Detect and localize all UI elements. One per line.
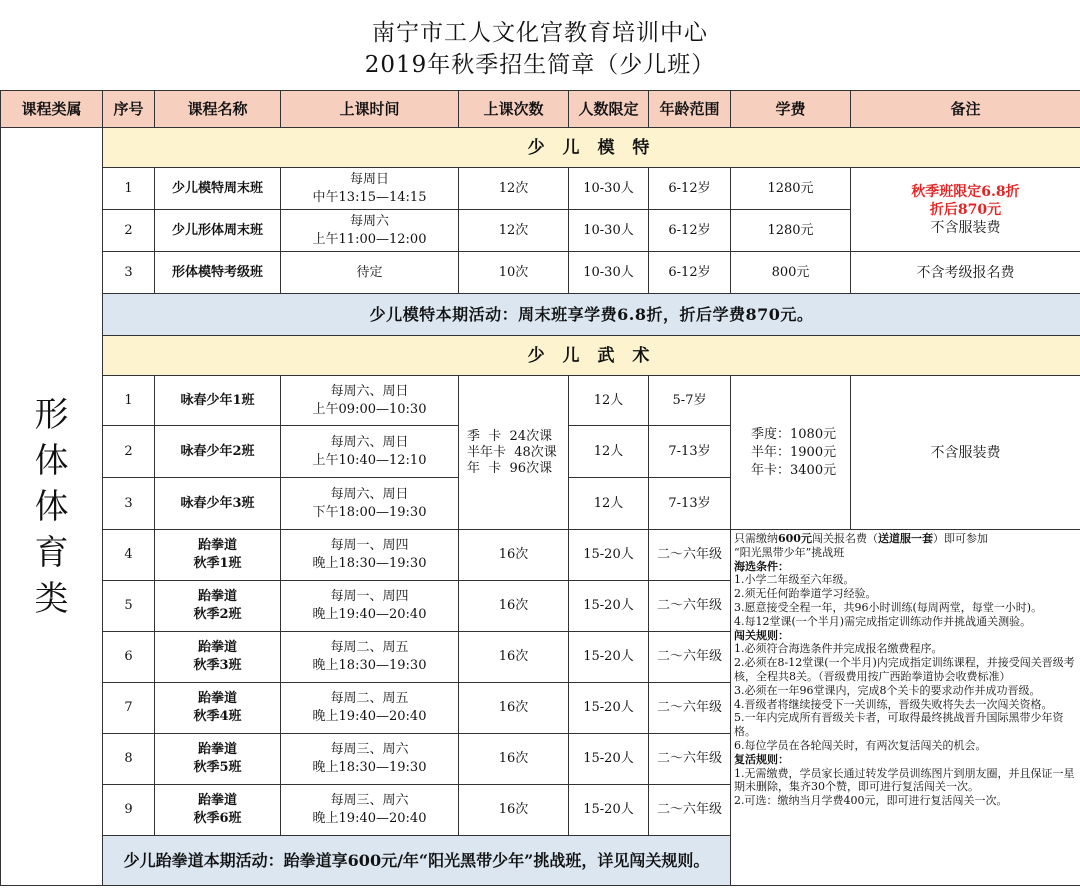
course-limit: 10-30人 [569,210,649,252]
course-age: 二～六年级 [649,683,731,734]
course-time [281,376,459,426]
rules-intro-text: ）即可参加 [932,532,988,545]
header-age: 年龄范围 [649,91,731,128]
table-row [1,252,1080,294]
course-time [281,734,459,785]
time-line-2: 上午09:00—10:30 [312,401,427,417]
course-name [155,785,281,836]
time-line-2: 晚上18:30—19:30 [312,760,427,775]
rule-item: 4.每12堂课(一个半月)需完成指定训练动作并挑战通关测验。 [734,614,1032,628]
course-age: 二～六年级 [649,785,731,836]
category-char: 体 [34,486,69,527]
course-limit: 12人 [569,426,649,478]
fee-year: 年卡：3400元 [751,462,837,478]
course-name [155,581,281,632]
time-line-2: 晚上19:40—20:40 [312,607,427,622]
course-limit: 12人 [569,376,649,426]
time-line-2: 晚上19:40—20:40 [312,811,427,826]
category-char: 育 [34,532,69,573]
wushu-note: 不含服装费 [851,376,1080,530]
time-line-2: 上午10:40—12:10 [312,452,427,468]
course-limit: 15-20人 [569,785,649,836]
course-name: 咏春少年3班 [155,478,281,530]
name-line-1: 跆拳道 [197,691,237,706]
course-time [281,683,459,734]
time-line-1: 每周二、周五 [330,691,409,706]
time-line-1: 每周六、周日 [330,486,409,502]
course-count: 16次 [459,734,569,785]
course-fee: 800元 [731,252,851,294]
name-line-2: 秋季4班 [193,709,242,724]
header-row [1,91,1080,128]
course-age: 6-12岁 [649,252,731,294]
name-line-2: 秋季2班 [193,607,242,622]
row-no: 6 [103,632,155,683]
title-line-1: 南宁市工人文化宫教育培训中心 [372,20,708,46]
row-no: 4 [103,530,155,581]
time-line-1: 每周一、周四 [330,589,409,604]
course-time [281,210,459,252]
time-line-1: 每周六、周日 [330,434,409,450]
row-no: 1 [103,376,155,426]
course-time [281,632,459,683]
rule-item: 2.须无任何跆拳道学习经验。 [734,587,877,601]
category-char: 形 [34,394,69,435]
course-age: 7-13岁 [649,478,731,530]
course-count: 16次 [459,683,569,734]
course-time [281,530,459,581]
course-name: 少儿模特周末班 [155,168,281,210]
discount-price: 折后870元 [929,201,1002,218]
course-name [155,632,281,683]
row-no: 9 [103,785,155,836]
row-no: 3 [103,252,155,294]
course-age: 6-12岁 [649,210,731,252]
header-no: 序号 [103,91,155,128]
rules-intro-gift: 送道服一套 [877,532,933,545]
course-count: 12次 [459,210,569,252]
course-age: 二～六年级 [649,632,731,683]
rule-item: 3.必须在一年96堂课内，完成8个关卡的要求动作并成功晋级。 [734,683,1041,697]
rule-item: 5.一年内完成所有晋级关卡者，可取得最终挑战晋升国际黑带少年资格。 [734,711,1064,739]
model-note-cell [851,168,1080,252]
course-count: 12次 [459,168,569,210]
section-title-wushu: 少 儿 武 术 [103,336,1080,376]
course-age: 二～六年级 [649,581,731,632]
course-age: 二～六年级 [649,734,731,785]
course-limit: 15-20人 [569,581,649,632]
row-no: 8 [103,734,155,785]
header-fee: 学费 [731,91,851,128]
header-note: 备注 [851,91,1080,128]
table-row [1,168,1080,210]
time-line-1: 每周三、周六 [330,793,409,808]
header-name: 课程名称 [155,91,281,128]
card-half-year: 半年卡 48次课 [467,444,557,460]
section-row-model [1,128,1080,168]
course-time [281,168,459,210]
course-age: 6-12岁 [649,168,731,210]
header-count: 上课次数 [459,91,569,128]
section-title-model: 少 儿 模 特 [103,128,1080,168]
course-name: 咏春少年2班 [155,426,281,478]
page-title [0,0,1080,90]
discount-note: 秋季班限定6.8折 [911,183,1020,200]
course-limit: 10-30人 [569,168,649,210]
course-age: 5-7岁 [649,376,731,426]
course-time [281,785,459,836]
header-limit: 人数限定 [569,91,649,128]
rules-heading-selection: 海选条件： [734,559,789,573]
rule-item: 1.无需缴费，学员家长通过转发学员训练图片到朋友圈，并且保证一星期未删除，集齐30个赞，即可进行复活闯关一次。 [734,766,1075,794]
rule-item: 1.小学二年级至六年级。 [734,573,855,587]
section-row-wushu [1,336,1080,376]
header-category: 课程类属 [1,91,103,128]
exam-fee-note: 不含考级报名费 [851,252,1080,294]
course-time: 待定 [281,252,459,294]
time-line-1: 每周二、周五 [330,640,409,655]
category-cell [1,128,103,886]
rules-heading-challenge: 闯关规则： [734,628,789,642]
header-time: 上课时间 [281,91,459,128]
course-limit: 12人 [569,478,649,530]
promo-row-model [1,294,1080,336]
course-time [281,426,459,478]
rules-intro-2: “阳光黑带少年”挑战班 [734,545,845,559]
name-line-1: 跆拳道 [197,589,237,604]
name-line-2: 秋季5班 [193,760,242,775]
time-line-2: 中午13:15—14:15 [312,189,427,205]
course-fee: 1280元 [731,210,851,252]
rules-intro [734,532,1077,546]
table-row [1,530,1080,581]
course-age: 二～六年级 [649,530,731,581]
time-line-1: 每周六 [349,213,389,229]
course-name: 咏春少年1班 [155,376,281,426]
course-count: 16次 [459,785,569,836]
name-line-2: 秋季3班 [193,658,242,673]
course-name [155,683,281,734]
name-line-1: 跆拳道 [197,640,237,655]
rule-item: 3.愿意接受全程一年，共96小时训练(每周两堂，每堂一小时)。 [734,600,1043,614]
wushu-fee-cell [731,376,851,530]
rules-intro-fee: 600元 [778,532,812,545]
name-line-1: 跆拳道 [197,793,237,808]
course-name [155,734,281,785]
rule-item: 2.必须在8-12堂课(一个半月)内完成指定训练课程，并接受闯关晋级考核，全程共8关。（晋级费用按广西跆拳道协会收费标准） [734,656,1075,683]
time-line-2: 晚上18:30—19:30 [312,658,427,673]
course-fee: 1280元 [731,168,851,210]
taekwondo-promo: 少儿跆拳道本期活动：跆拳道享600元/年“阳光黑带少年”挑战班，详见闯关规则。 [103,836,731,886]
rules-intro-text: 闯关报名费（ [811,532,878,545]
row-no: 2 [103,210,155,252]
row-no: 3 [103,478,155,530]
row-no: 5 [103,581,155,632]
time-line-2: 晚上18:30—19:30 [312,556,427,571]
card-year: 年 卡 96次课 [467,460,553,476]
course-limit: 15-20人 [569,734,649,785]
name-line-1: 跆拳道 [197,538,237,553]
course-time [281,581,459,632]
course-count: 10次 [459,252,569,294]
model-promo: 少儿模特本期活动：周末班享学费6.8折，折后学费870元。 [103,294,1080,336]
row-no: 7 [103,683,155,734]
rules-intro-text: 只需缴纳 [734,532,778,545]
name-line-2: 秋季1班 [193,556,242,571]
name-line-1: 跆拳道 [197,742,237,757]
rule-item: 1.必须符合海选条件并完成报名缴费程序。 [734,642,943,656]
course-count: 16次 [459,530,569,581]
course-limit: 15-20人 [569,530,649,581]
no-costume-note: 不含服装费 [930,219,1001,236]
challenge-rules [731,530,1080,886]
rule-item: 4.晋级者将继续接受下一关训练，晋级失败将失去一次闯关资格。 [734,697,1053,711]
category-char: 类 [34,578,69,619]
course-limit: 15-20人 [569,632,649,683]
wushu-card-options [459,376,569,530]
time-line-2: 晚上19:40—20:40 [312,709,427,724]
course-age: 7-13岁 [649,426,731,478]
course-count: 16次 [459,581,569,632]
rules-heading-revive: 复活规则： [734,752,789,766]
course-limit: 15-20人 [569,683,649,734]
table-row [1,376,1080,426]
course-name: 少儿形体周末班 [155,210,281,252]
time-line-2: 下午18:00—19:30 [312,504,427,520]
course-count: 16次 [459,632,569,683]
course-name: 形体模特考级班 [155,252,281,294]
time-line-1: 每周六、周日 [330,383,409,399]
time-line-1: 每周一、周四 [330,538,409,553]
row-no: 2 [103,426,155,478]
time-line-2: 上午11:00—12:00 [312,231,427,247]
course-table [0,90,1080,886]
fee-quarter: 季度：1080元 [751,426,837,442]
fee-half-year: 半年：1900元 [751,444,837,460]
time-line-1: 每周三、周六 [330,742,409,757]
title-line-2: 2019年秋季招生简章（少儿班） [364,52,716,78]
row-no: 1 [103,168,155,210]
rule-item: 6.每位学员在各轮闯关时，有两次复活闯关的机会。 [734,738,987,752]
rule-item: 2.可选：缴纳当月学费400元，即可进行复活闯关一次。 [734,794,1008,808]
course-name [155,530,281,581]
course-time [281,478,459,530]
time-line-1: 每周日 [349,171,389,187]
category-char: 体 [34,440,69,481]
card-quarter: 季 卡 24次课 [467,428,553,444]
name-line-2: 秋季6班 [193,811,242,826]
course-limit: 10-30人 [569,252,649,294]
